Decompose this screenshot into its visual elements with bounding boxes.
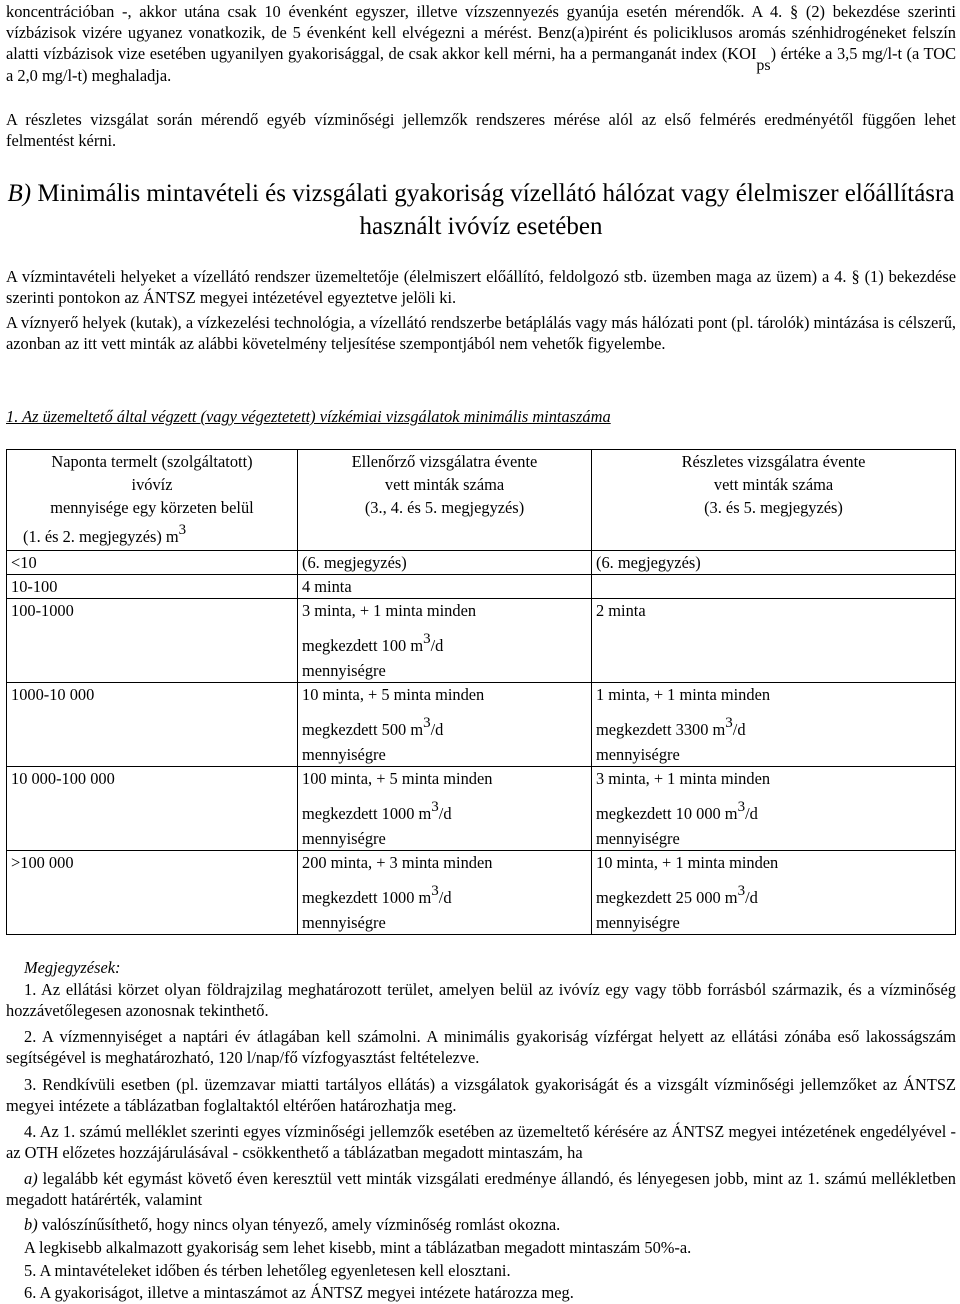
note-3: 3. Rendkívüli esetben (pl. üzemzavar miatti tartályos ellátás) a vizsgálatok gyakoriságát és a vizsgált vízminőségi jellemzőket az ÁNTSZ megyei intézete a táblázatban foglaltaktól eltérően határozhatja meg. bbox=[6, 1075, 956, 1115]
table-header-row bbox=[7, 450, 956, 551]
table-row: <10 (6. megjegyzés) (6. megjegyzés) bbox=[7, 551, 956, 575]
table-title: 1. Az üzemeltető által végzett (vagy végeztetett) vízkémiai vizsgálatok minimális mintaszáma bbox=[6, 407, 611, 426]
note-6: 6. A gyakoriságot, illetve a mintaszámot az ÁNTSZ megyei intézete határozza meg. bbox=[24, 1283, 574, 1302]
note-2: 2. A vízmennyiséget a naptári év átlagában kell számolni. A minimális gyakoriság vízférgat helyett az ellátási zónába eső lakosságszám segítségével is meghatározható, 120 l/nap/fő vízfogyasztást feltételezve. bbox=[6, 1027, 956, 1067]
note-4: 4. Az 1. számú melléklet szerinti egyes vízminőségi jellemzők esetében az üzemeltető kérésére az ÁNTSZ megyei intézetének engedélyével - az OTH előzetes hozzájárulásával - csökkenthető a táblázatban megadott mintaszám, ha bbox=[6, 1122, 956, 1162]
sampling-table bbox=[6, 449, 956, 935]
header-volume: Naponta termelt (szolgáltatott) ivóvíz mennyisége egy körzeten belül (1. és 2. megjegyzés) m3 bbox=[7, 450, 298, 551]
notes-title: Megjegyzések: bbox=[24, 958, 121, 977]
note-1: 1. Az ellátási körzet olyan földrajzilag meghatározott terület, amelyen belül az ivóvíz egy vagy több forrásból származik, és a vízminőség hozzávetőlegesen azonosnak tekinthető. bbox=[6, 980, 956, 1020]
table-row: 10 000-100 000 100 minta, + 5 minta minden megkezdett 1000 m3/d mennyiségre 3 minta, + 1 minta minden megkezdett 10 000 m3/d mennyiségre bbox=[7, 767, 956, 851]
header-detailed: Részletes vizsgálatra évente vett minták száma (3. és 5. megjegyzés) bbox=[592, 450, 956, 551]
section-b-heading: B) Minimális mintavételi és vizsgálati gyakoriság vízellátó hálózat vagy élelmiszer előállításra használt ivóvíz esetében bbox=[7, 180, 955, 240]
table-row: >100 000 200 minta, + 3 minta minden megkezdett 1000 m3/d mennyiségre 10 minta, + 1 minta minden megkezdett 25 000 m3/d mennyiségre bbox=[7, 851, 956, 935]
note-4-minimum: A legkisebb alkalmazott gyakoriság sem lehet kisebb, mint a táblázatban megadott mintaszám 50%-a. bbox=[24, 1238, 692, 1257]
note-4a: a) legalább két egymást követő éven keresztül vett minták vizsgálati eredménye állandó, és lényegesen jobb, mint az 1. számú mellékletben megadott határérték, valamint bbox=[6, 1169, 956, 1209]
sampling-points-paragraph: A vízmintavételi helyeket a vízellátó rendszer üzemeltetője (élelmiszert előállító, feldolgozó stb. üzemben maga az üzem) a 4. § (1) bekezdése szerinti pontokon az ÁNTSZ megyei intézetével egyeztetve jelöli ki. bbox=[6, 267, 956, 307]
note-4b: b) valószínűsíthető, hogy nincs olyan tényező, amely vízminőség romlást okozna. bbox=[24, 1215, 561, 1234]
exemption-paragraph: A részletes vizsgálat során mérendő egyéb vízminőségi jellemzők rendszeres mérése alól az első felmérés eredményétől függően lehet felmentést kérni. bbox=[6, 110, 956, 150]
table-row: 100-1000 3 minta, + 1 minta minden megkezdett 100 m3/d mennyiségre 2 minta bbox=[7, 599, 956, 683]
table-row: 1000-10 000 10 minta, + 5 minta minden megkezdett 500 m3/d mennyiségre 1 minta, + 1 minta minden megkezdett 3300 m3/d mennyiségre bbox=[7, 683, 956, 767]
note-5: 5. A mintavételeket időben és térben lehetőleg egyenletesen kell elosztani. bbox=[24, 1261, 511, 1280]
subscript-ps: ps bbox=[756, 57, 771, 74]
header-control: Ellenőrző vizsgálatra évente vett minták száma (3., 4. és 5. megjegyzés) bbox=[298, 450, 592, 551]
sources-paragraph: A víznyerő helyek (kutak), a vízkezelési technológia, a vízellátó rendszerbe betáplálás vagy más hálózati pont (pl. tárolók) mintázása is célszerű, azonban az itt vett minták az alábbi követelmény teljesítése szempontjából nem vehetők figyelembe. bbox=[6, 313, 956, 353]
intro-paragraph: koncentrációban -, akkor utána csak 10 évenként egyszer, illetve vízszennyezés gyanúja esetén mérendők. A 4. § (2) bekezdése szerinti vízbázisok vizére ugyanez vonatkozik, de 5 évenként kell elvégezni a mérést. Benz(a)pirént és policiklusos aromás szénhidrogéneket felszín alatti vízbázisok vize esetében ugyanilyen gyakorisággal, de csak akkor kell mérni, ha a permanganát index (KOIps) értéke a 3,5 mg/l-t (a TOC a 2,0 mg/l-t) meghaladja. bbox=[6, 2, 956, 85]
table-row: 10-100 4 minta bbox=[7, 575, 956, 599]
